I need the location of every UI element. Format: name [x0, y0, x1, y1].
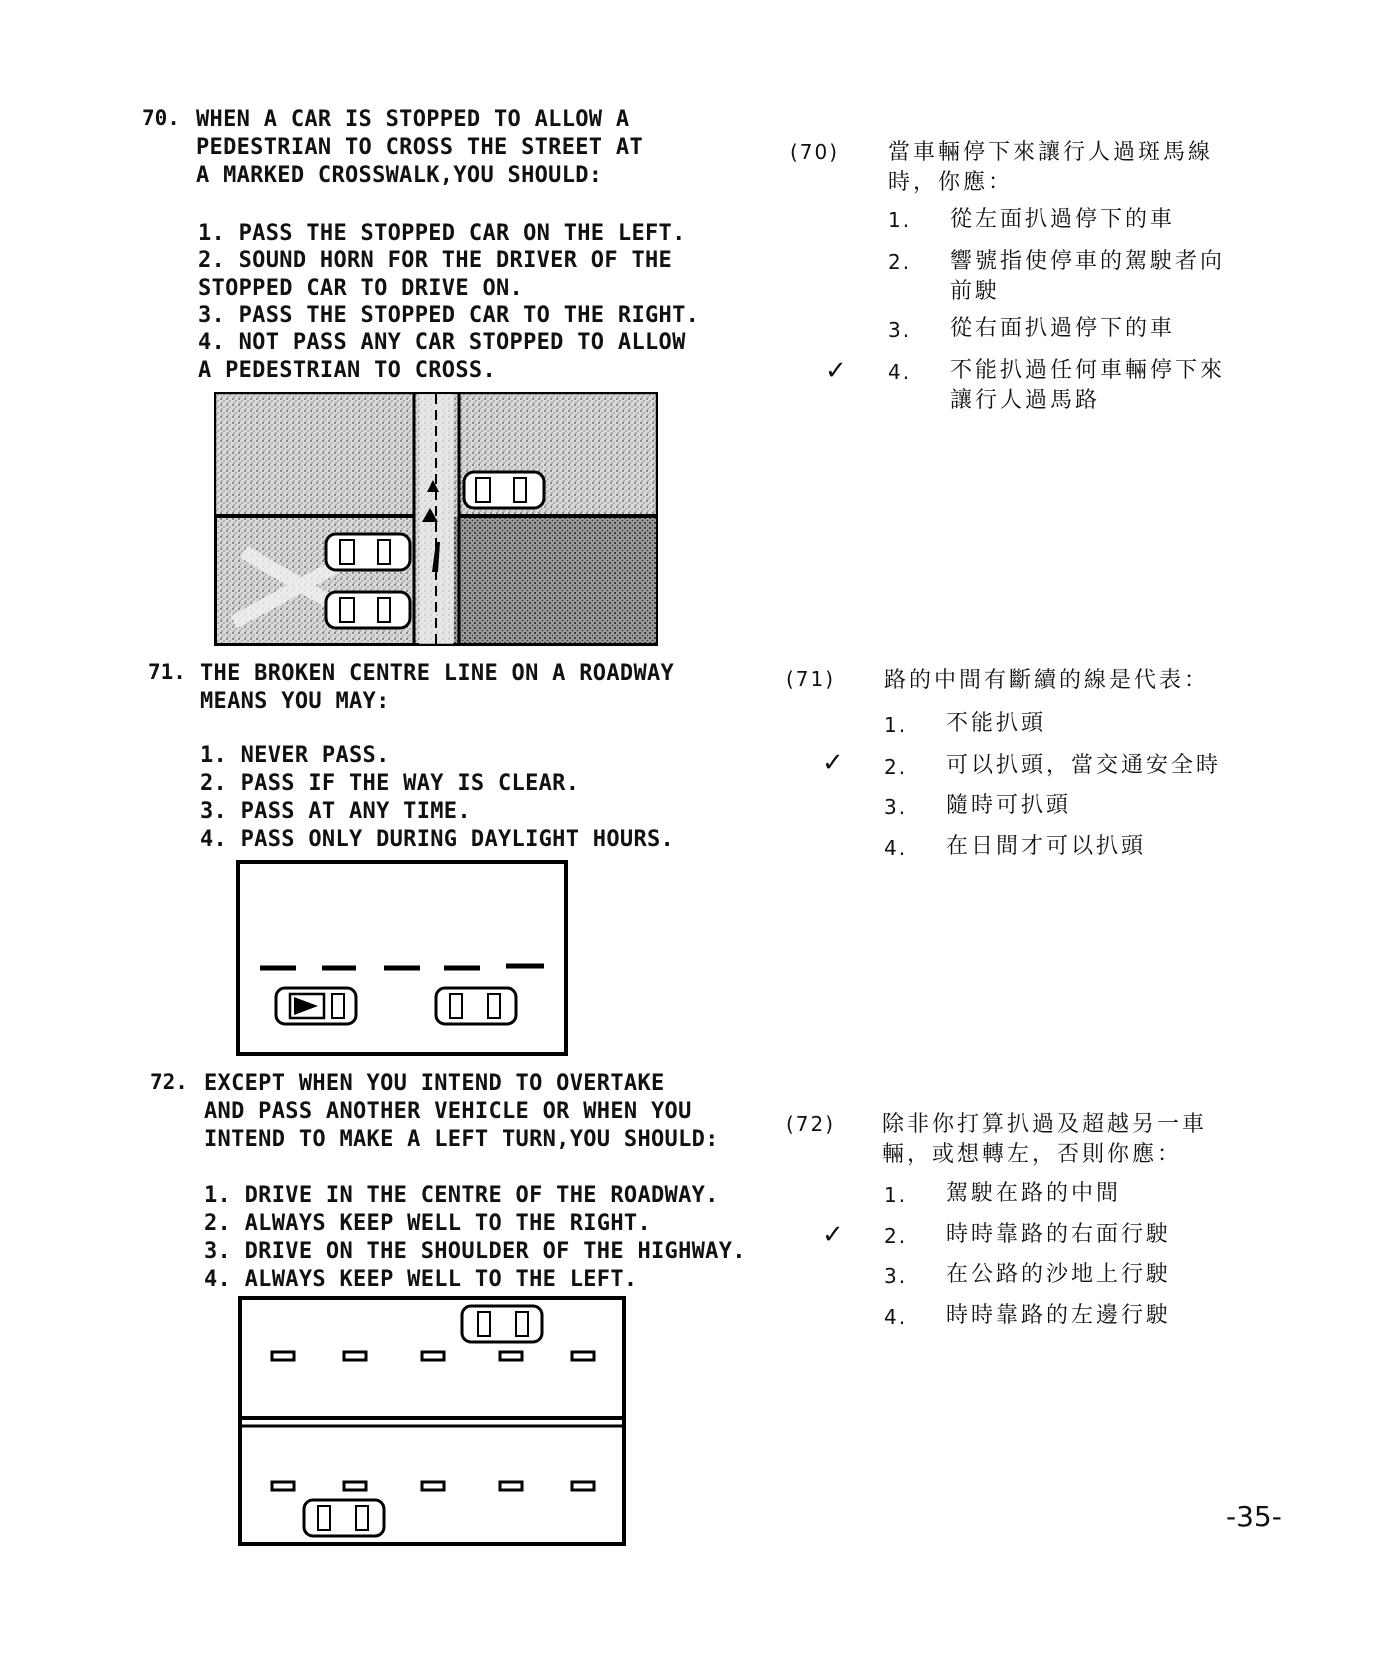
- car-icon: [462, 1306, 542, 1342]
- question-71-zh-option-3: 隨時可扒頭: [946, 793, 1072, 818]
- question-72-zh-text: 除非你打算扒過及超越另一車 輛，或想轉左，否則你應：: [882, 1112, 1208, 1167]
- question-71-zh-option-4-number: 4.: [884, 836, 908, 860]
- question-72-zh-option-1-number: 1.: [884, 1183, 908, 1207]
- question-70-number: 70.: [142, 106, 180, 130]
- question-70-zh-option-4-number: 4.: [888, 360, 912, 384]
- question-72-zh-option-3-number: 3.: [884, 1264, 908, 1288]
- question-72-option-3: 3. DRIVE ON THE SHOULDER OF THE HIGHWAY.: [204, 1239, 746, 1264]
- question-71-zh-option-1: 不能扒頭: [946, 711, 1047, 736]
- question-72-zh-option-2-number: 2.: [884, 1224, 908, 1248]
- question-72-zh-option-3: 在公路的沙地上行駛: [946, 1262, 1172, 1287]
- question-70-option-1: 1. PASS THE STOPPED CAR ON THE LEFT.: [198, 221, 686, 246]
- car-icon: [326, 534, 410, 570]
- question-71-option-3: 3. PASS AT ANY TIME.: [200, 799, 471, 824]
- question-70-zh-option-3: 從右面扒過停下的車: [950, 316, 1176, 341]
- question-72-text: EXCEPT WHEN YOU INTEND TO OVERTAKE AND PASS ANOTHER VEHICLE OR WHEN YOU INTEND TO MAKE A LEFT TURN,YOU SHOULD:: [204, 1071, 719, 1152]
- question-71-option-2: 2. PASS IF THE WAY IS CLEAR.: [200, 771, 580, 796]
- question-71-zh-number: (71): [786, 667, 836, 691]
- question-70-zh-option-2-number: 2.: [888, 250, 912, 274]
- question-70-option-4: 4. NOT PASS ANY CAR STOPPED TO ALLOW A PEDESTRIAN TO CROSS.: [198, 330, 686, 383]
- question-71-zh-option-2-number: 2.: [884, 755, 908, 779]
- question-72-zh-option-4-number: 4.: [884, 1305, 908, 1329]
- question-70-zh-number: (70): [790, 140, 840, 164]
- question-70-zh-option-1: 從左面扒過停下的車: [950, 207, 1176, 232]
- question-70-option-2: 2. SOUND HORN FOR THE DRIVER OF THE STOPPED CAR TO DRIVE ON.: [198, 248, 673, 301]
- question-72-zh-option-4: 時時靠路的左邊行駛: [946, 1303, 1172, 1328]
- question-70-zh-option-2: 響號指使停車的駕駛者向 前駛: [950, 249, 1226, 304]
- question-70-zh-text: 當車輛停下來讓行人過斑馬線 時，你應：: [888, 140, 1214, 195]
- question-71-number: 71.: [148, 660, 186, 684]
- question-71-zh-option-3-number: 3.: [884, 795, 908, 819]
- page-number: -35-: [1226, 1500, 1282, 1533]
- question-72-option-1: 1. DRIVE IN THE CENTRE OF THE ROADWAY.: [204, 1183, 719, 1208]
- question-70-zh-option-4: 不能扒過任何車輛停下來 讓行人過馬路: [950, 358, 1226, 413]
- question-72-option-4: 4. ALWAYS KEEP WELL TO THE LEFT.: [204, 1267, 638, 1292]
- question-71-option-4: 4. PASS ONLY DURING DAYLIGHT HOURS.: [200, 827, 675, 852]
- question-71-zh-text: 路的中間有斷續的線是代表：: [884, 668, 1210, 693]
- question-71-text: THE BROKEN CENTRE LINE ON A ROADWAY MEANS YOU MAY:: [200, 661, 675, 714]
- question-70-text: WHEN A CAR IS STOPPED TO ALLOW A PEDESTRIAN TO CROSS THE STREET AT A MARKED CROSSWALK,YOU SHOULD:: [196, 107, 643, 188]
- question-70-illustration: [214, 392, 658, 646]
- question-72-correct-check-icon: ✓: [822, 1220, 844, 1250]
- question-71-zh-option-1-number: 1.: [884, 713, 908, 737]
- question-71-illustration: [236, 860, 568, 1056]
- question-70-zh-option-1-number: 1.: [888, 208, 912, 232]
- car-icon: [464, 472, 544, 508]
- question-72-zh-option-2: 時時靠路的右面行駛: [946, 1222, 1172, 1247]
- question-71-zh-option-4: 在日間才可以扒頭: [946, 834, 1147, 859]
- question-72-zh-option-1: 駕駛在路的中間: [946, 1181, 1122, 1206]
- car-icon: [276, 988, 356, 1024]
- question-71-zh-option-2: 可以扒頭，當交通安全時: [946, 753, 1222, 778]
- car-icon: [436, 988, 516, 1024]
- question-71-option-1: 1. NEVER PASS.: [200, 743, 390, 768]
- question-72-zh-number: (72): [786, 1112, 836, 1136]
- question-70-zh-option-3-number: 3.: [888, 318, 912, 342]
- question-70-correct-check-icon: ✓: [825, 356, 847, 386]
- question-70-option-3: 3. PASS THE STOPPED CAR TO THE RIGHT.: [198, 303, 700, 328]
- car-icon: [326, 592, 410, 628]
- question-71-correct-check-icon: ✓: [822, 748, 844, 778]
- car-icon: [304, 1500, 384, 1536]
- question-72-illustration: [238, 1296, 626, 1546]
- question-72-option-2: 2. ALWAYS KEEP WELL TO THE RIGHT.: [204, 1211, 651, 1236]
- question-72-number: 72.: [150, 1070, 188, 1094]
